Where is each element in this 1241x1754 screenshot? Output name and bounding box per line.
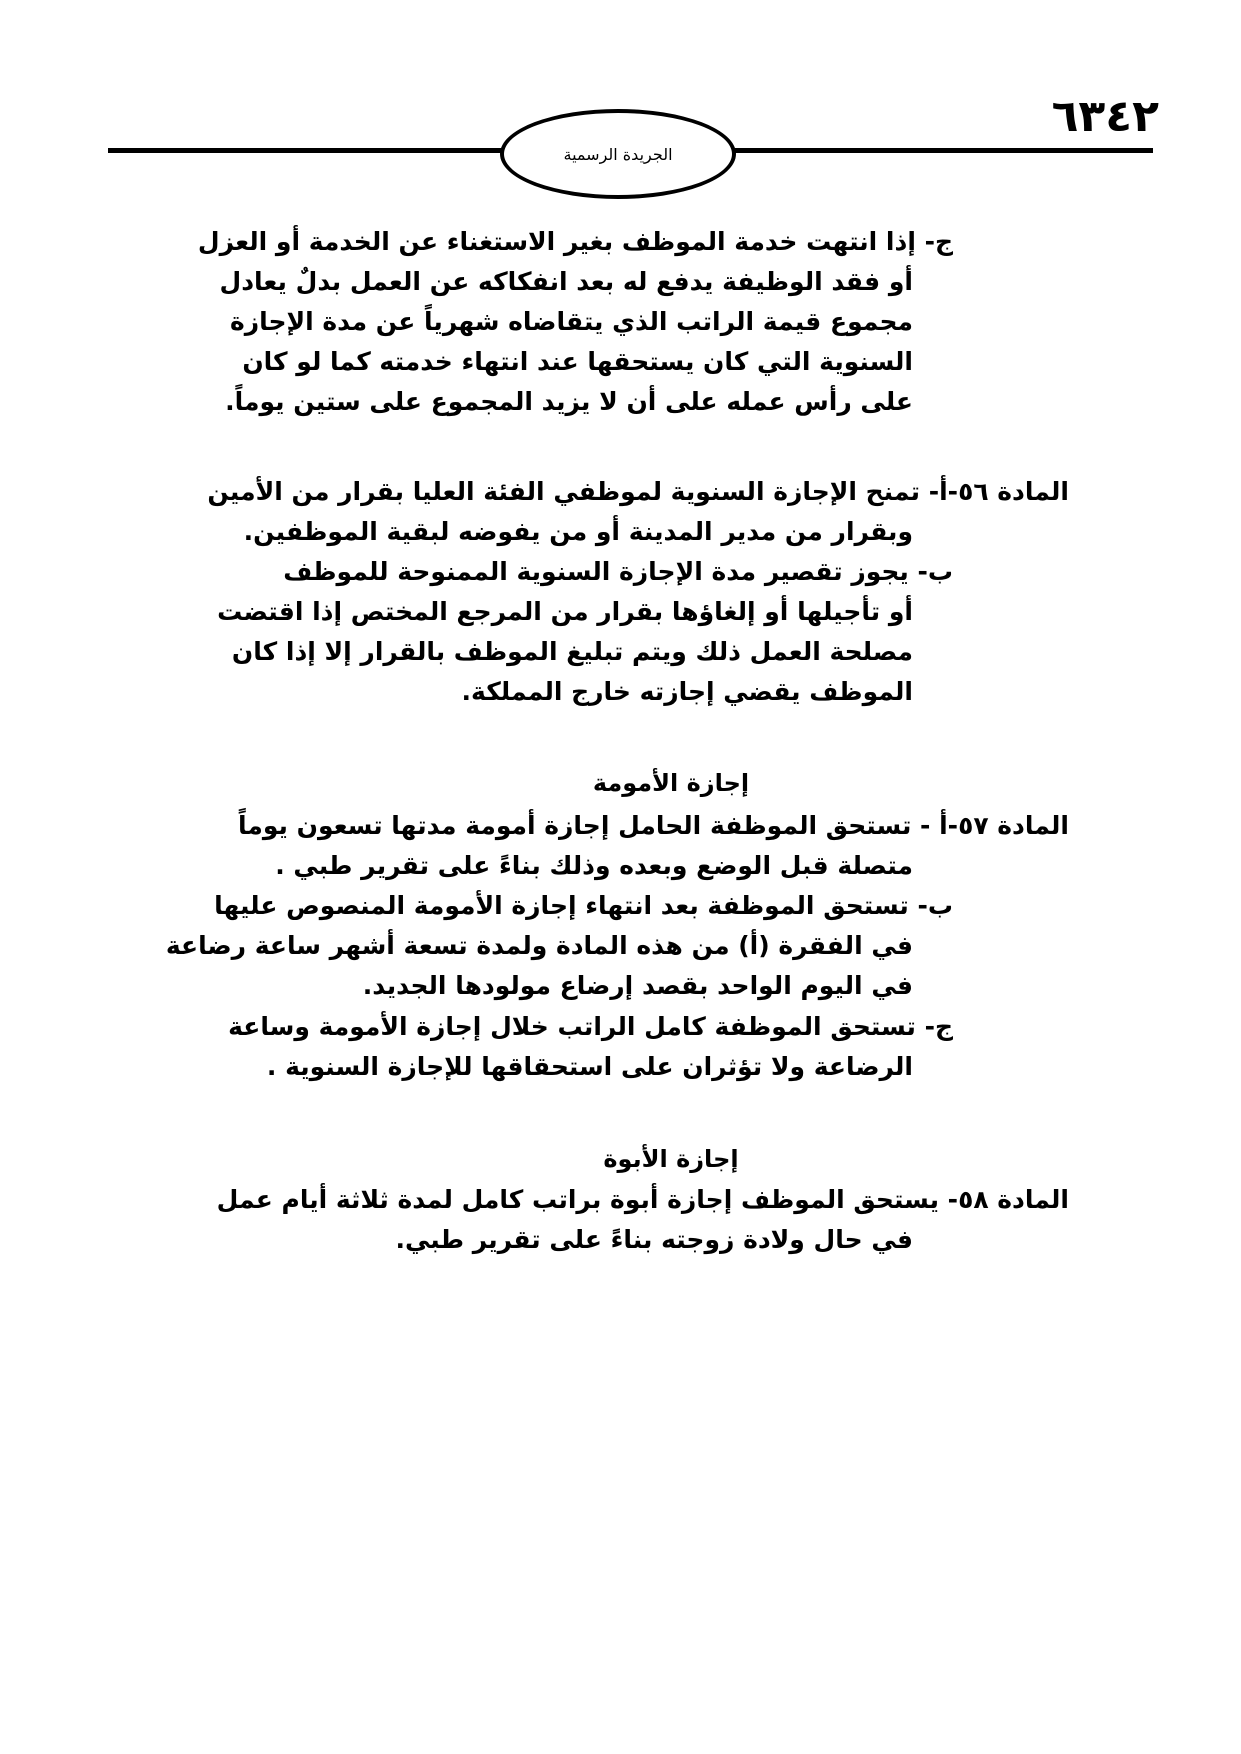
section-heading-paternity: إجازة الأبوة: [603, 1145, 739, 1173]
text-line: على رأس عمله على أن لا يزيد المجموع على ستين يوماً.: [225, 387, 913, 416]
article-58-line: المادة ٥٨- يستحق الموظف إجازة أبوة براتب كامل لمدة ثلاثة أيام عمل: [216, 1185, 1069, 1214]
gazette-title-oval: [500, 109, 736, 199]
text-line: الرضاعة ولا تؤثران على استحقاقها للإجازة السنوية .: [266, 1052, 913, 1081]
section-heading-maternity: إجازة الأمومة: [592, 769, 750, 797]
text-line: أو تأجيلها أو إلغاؤها بقرار من المرجع المختص إذا اقتضت: [217, 597, 913, 626]
text-line: السنوية التي كان يستحقها عند انتهاء خدمته كما لو كان: [242, 347, 913, 376]
article-56-line: المادة ٥٦-أ- تمنح الإجازة السنوية لموظفي الفئة العليا بقرار من الأمين: [207, 477, 1069, 506]
text-line: مجموع قيمة الراتب الذي يتقاضاه شهرياً عن مدة الإجازة: [229, 307, 913, 336]
text-line: الموظف يقضي إجازته خارج المملكة.: [461, 677, 913, 706]
text-line: ب- يجوز تقصير مدة الإجازة السنوية الممنوحة للموظف: [283, 557, 953, 586]
page-number: ٦٣٤٢: [1051, 91, 1159, 142]
text-line: في حال ولادة زوجته بناءً على تقرير طبي.: [395, 1225, 913, 1254]
article-57-line: المادة ٥٧-أ - تستحق الموظفة الحامل إجازة أمومة مدتها تسعون يوماً: [238, 811, 1069, 840]
text-line: في الفقرة (أ) من هذه المادة ولمدة تسعة أشهر ساعة رضاعة: [165, 931, 913, 960]
text-line: متصلة قبل الوضع وبعده وذلك بناءً على تقرير طبي .: [275, 851, 913, 880]
text-line: مصلحة العمل ذلك ويتم تبليغ الموظف بالقرار إلا إذا كان: [231, 637, 913, 666]
text-line: أو فقد الوظيفة يدفع له بعد انفكاكه عن العمل بدلٌ يعادل: [219, 267, 913, 296]
text-line: ج- تستحق الموظفة كامل الراتب خلال إجازة الأمومة وساعة: [228, 1012, 953, 1041]
text-line: في اليوم الواحد بقصد إرضاع مولودها الجديد.: [362, 971, 913, 1000]
text-line: ج- إذا انتهت خدمة الموظف بغير الاستغناء عن الخدمة أو العزل: [197, 227, 953, 256]
gazette-title: الجريدة الرسمية: [563, 144, 673, 164]
text-line: ب- تستحق الموظفة بعد انتهاء إجازة الأمومة المنصوص عليها: [214, 891, 953, 920]
text-line: وبقرار من مدير المدينة أو من يفوضه لبقية الموظفين.: [243, 517, 913, 546]
